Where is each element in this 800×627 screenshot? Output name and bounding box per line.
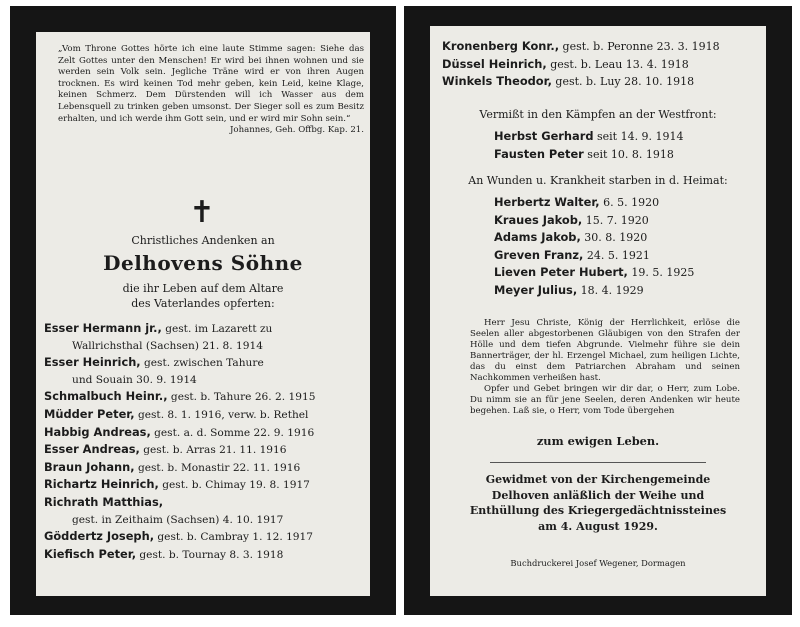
sacrifice-subline — [36, 281, 370, 311]
soldier-name: Esser Hermann jr., — [44, 321, 162, 335]
list-item — [442, 73, 758, 91]
soldier-name: Lieven Peter Hubert, — [494, 265, 628, 279]
home-deaths-heading: An Wunden u. Krankheit starben in d. Heimat: — [468, 174, 728, 187]
death-details: gest. in Zeithaim (Sachsen) 4. 10. 1917 — [72, 513, 284, 526]
death-details: gest. b. Monastir 22. 11. 1916 — [134, 461, 301, 474]
memorial-line: Christliches Andenken an — [131, 234, 275, 247]
divider — [490, 462, 706, 463]
list-item — [44, 528, 364, 546]
list-item — [494, 128, 684, 146]
list-item — [44, 354, 364, 372]
death-details: gest. im Lazarett zu — [161, 323, 273, 335]
dedication-line-2: Delhoven anläßlich der Weihe und — [491, 488, 705, 502]
dedication-text — [430, 472, 766, 534]
entry-line — [494, 231, 647, 244]
death-details: Wallrichsthal (Sachsen) 21. 8. 1914 — [72, 339, 263, 352]
soldier-name: Göddertz Joseph, — [44, 529, 155, 544]
missing-list — [494, 128, 684, 163]
soldier-name: Schmalbuch Heinr., — [44, 389, 168, 404]
list-item — [44, 406, 364, 424]
soldier-name: Fausten Peter — [494, 146, 584, 161]
soldier-name: Herbertz Walter, — [494, 195, 600, 209]
list-item — [494, 264, 694, 282]
list-item — [44, 320, 364, 338]
eternal-life-line: zum ewigen Leben. — [536, 434, 660, 448]
list-item — [44, 476, 364, 494]
entry-line — [494, 214, 649, 227]
death-details: 30. 8. 1920 — [580, 231, 648, 244]
soldier-name: Düssel Heinrich, — [442, 56, 547, 71]
death-details: gest. b. Arras 21. 11. 1916 — [139, 444, 287, 457]
right-card-page — [430, 26, 766, 596]
list-item — [44, 459, 364, 477]
list-item — [44, 338, 364, 355]
fallen-list-right — [442, 38, 758, 91]
entry-line — [494, 266, 694, 279]
right-memorial-card — [404, 6, 792, 615]
list-item — [44, 388, 364, 406]
entry-line — [44, 514, 283, 526]
soldier-name: Esser Heinrich, — [44, 355, 141, 370]
entry-line — [442, 75, 694, 88]
list-item — [442, 56, 758, 74]
death-details: gest. b. Peronne 23. 3. 1918 — [559, 40, 720, 53]
printer-credit: Buchdruckerei Josef Wegener, Dormagen — [510, 558, 686, 568]
death-details: und Souain 30. 9. 1914 — [72, 373, 197, 386]
entry-line — [494, 284, 644, 297]
soldier-name: Esser Andreas, — [44, 442, 140, 457]
death-details: gest. b. Tournay 8. 3. 1918 — [136, 548, 284, 561]
fallen-list-left — [44, 320, 364, 563]
entry-line — [494, 249, 650, 262]
entry-line — [44, 444, 287, 456]
entry-line — [44, 494, 164, 509]
home-deaths-list — [494, 194, 694, 299]
list-item — [494, 146, 684, 164]
list-item — [494, 247, 694, 265]
soldier-name: Adams Jakob, — [494, 230, 581, 244]
left-card-page — [36, 32, 370, 596]
entry-line — [44, 406, 309, 421]
list-item — [494, 194, 694, 212]
dedication-line-3: Enthüllung des Kriegergedächtnissteines — [469, 504, 727, 518]
entry-line — [44, 323, 272, 335]
soldier-name: Kiefisch Peter, — [44, 546, 137, 561]
dedication-line-4: am 4. August 1929. — [538, 519, 658, 533]
entry-line — [44, 531, 313, 543]
list-item — [494, 282, 694, 300]
verse-citation: Johannes, Geh. Offbg. Kap. 21. — [229, 125, 364, 136]
soldier-name: Richrath Matthias, — [44, 494, 164, 509]
death-details: gest. b. Chimay 19. 8. 1917 — [158, 479, 310, 492]
soldier-name: Kronenberg Konr., — [442, 39, 560, 53]
soldier-name: Meyer Julius, — [494, 282, 578, 297]
list-item — [494, 212, 694, 230]
death-details: seit 10. 8. 1918 — [583, 147, 674, 161]
list-item — [44, 512, 364, 529]
entry-line — [494, 130, 684, 143]
entry-line — [44, 479, 310, 491]
entry-line — [44, 391, 315, 403]
list-item — [494, 229, 694, 247]
death-details: gest. b. Cambray 1. 12. 1917 — [154, 531, 314, 544]
entry-line — [442, 58, 689, 71]
entry-line — [44, 424, 315, 439]
prayer-text — [470, 318, 740, 417]
death-details: gest. 8. 1. 1916, verw. b. Rethel — [134, 408, 309, 421]
subline-2: des Vaterlandes opferten: — [131, 297, 275, 310]
death-details: gest. b. Luy 28. 10. 1918 — [551, 75, 695, 88]
prayer-paragraph-2: Opfer und Gebet bringen wir dir dar, o Herr, zum Lobe. Du nimm sie an für jene Seelen, deren Andenken wir heute begehen. Laß sie, o Herr, vom Tode übergehen — [470, 384, 740, 416]
families-title: Delhovens Söhne — [103, 251, 303, 275]
entry-line — [44, 357, 264, 369]
death-details: 15. 7. 1920 — [582, 213, 649, 227]
entry-line — [44, 459, 301, 474]
list-item — [44, 494, 364, 512]
soldier-name: Richartz Heinrich, — [44, 477, 159, 492]
soldier-name: Winkels Theodor, — [442, 74, 552, 88]
soldier-name: Braun Johann, — [44, 459, 135, 474]
missing-heading: Vermißt in den Kämpfen an der Westfront: — [479, 108, 717, 121]
soldier-name: Müdder Peter, — [44, 406, 135, 421]
death-details: seit 14. 9. 1914 — [593, 130, 684, 143]
list-item — [44, 424, 364, 442]
left-memorial-card — [10, 6, 396, 615]
soldier-name: Habbig Andreas, — [44, 424, 151, 439]
soldier-name: Greven Franz, — [494, 247, 584, 262]
dedication-line-1: Gewidmet von der Kirchengemeinde — [485, 473, 711, 486]
death-details: gest. zwischen Tahure — [140, 357, 264, 370]
list-item — [44, 546, 364, 564]
list-item — [44, 372, 364, 389]
bible-verse — [58, 44, 364, 137]
subline-1: die ihr Leben auf dem Altare — [122, 282, 284, 295]
list-item — [442, 38, 758, 56]
entry-line — [494, 196, 659, 209]
entry-line — [442, 40, 720, 53]
entry-line — [44, 374, 197, 386]
death-details: gest. b. Tahure 26. 2. 1915 — [167, 391, 316, 404]
entry-line — [44, 546, 284, 561]
entry-line — [44, 340, 263, 352]
soldier-name: Herbst Gerhard — [494, 129, 594, 143]
death-details: gest. b. Leau 13. 4. 1918 — [546, 57, 689, 71]
death-details: 18. 4. 1929 — [577, 283, 644, 297]
prayer-paragraph-1: Herr Jesu Christe, König der Herrlichkeit, erlöse die Seelen aller abgestorbenen Gläubigen von den Strafen der Hölle und dem tiefen Abgrunde. Vielmehr führe sie dein Bannerträger, der hl. Erzengel Michael, zum heiligen Lichte, das du einst dem Patriarchen Abraham und seinen Nachkommen verheißen hast. — [470, 318, 740, 383]
death-details: 6. 5. 1920 — [599, 196, 660, 209]
death-details: 19. 5. 1925 — [627, 266, 695, 279]
death-details: gest. a. d. Somme 22. 9. 1916 — [150, 426, 315, 439]
cross-icon: ✝ — [189, 195, 215, 230]
list-item — [44, 441, 364, 459]
entry-line — [494, 148, 674, 161]
death-details: 24. 5. 1921 — [583, 248, 650, 262]
soldier-name: Kraues Jakob, — [494, 212, 583, 227]
verse-text: „Vom Throne Gottes hörte ich eine laute Stimme sagen: Siehe das Zelt Gottes unter den Menschen! Er wird bei ihnen wohnen und sie werden sein Volk sein. Jegliche Träne wird er von ihren Augen trocknen. Es wird keinen Tod mehr geben, kein Leid, keine Klage, keinen Schmerz. Dem Dürstenden will ich Wasser aus dem Lebensquell zu trinken geben umsonst. Der Sieger soll es zum Besitz erhalten, und ich werde ihm Gott sein, und er wird mir Sohn sein.“ — [58, 44, 364, 124]
